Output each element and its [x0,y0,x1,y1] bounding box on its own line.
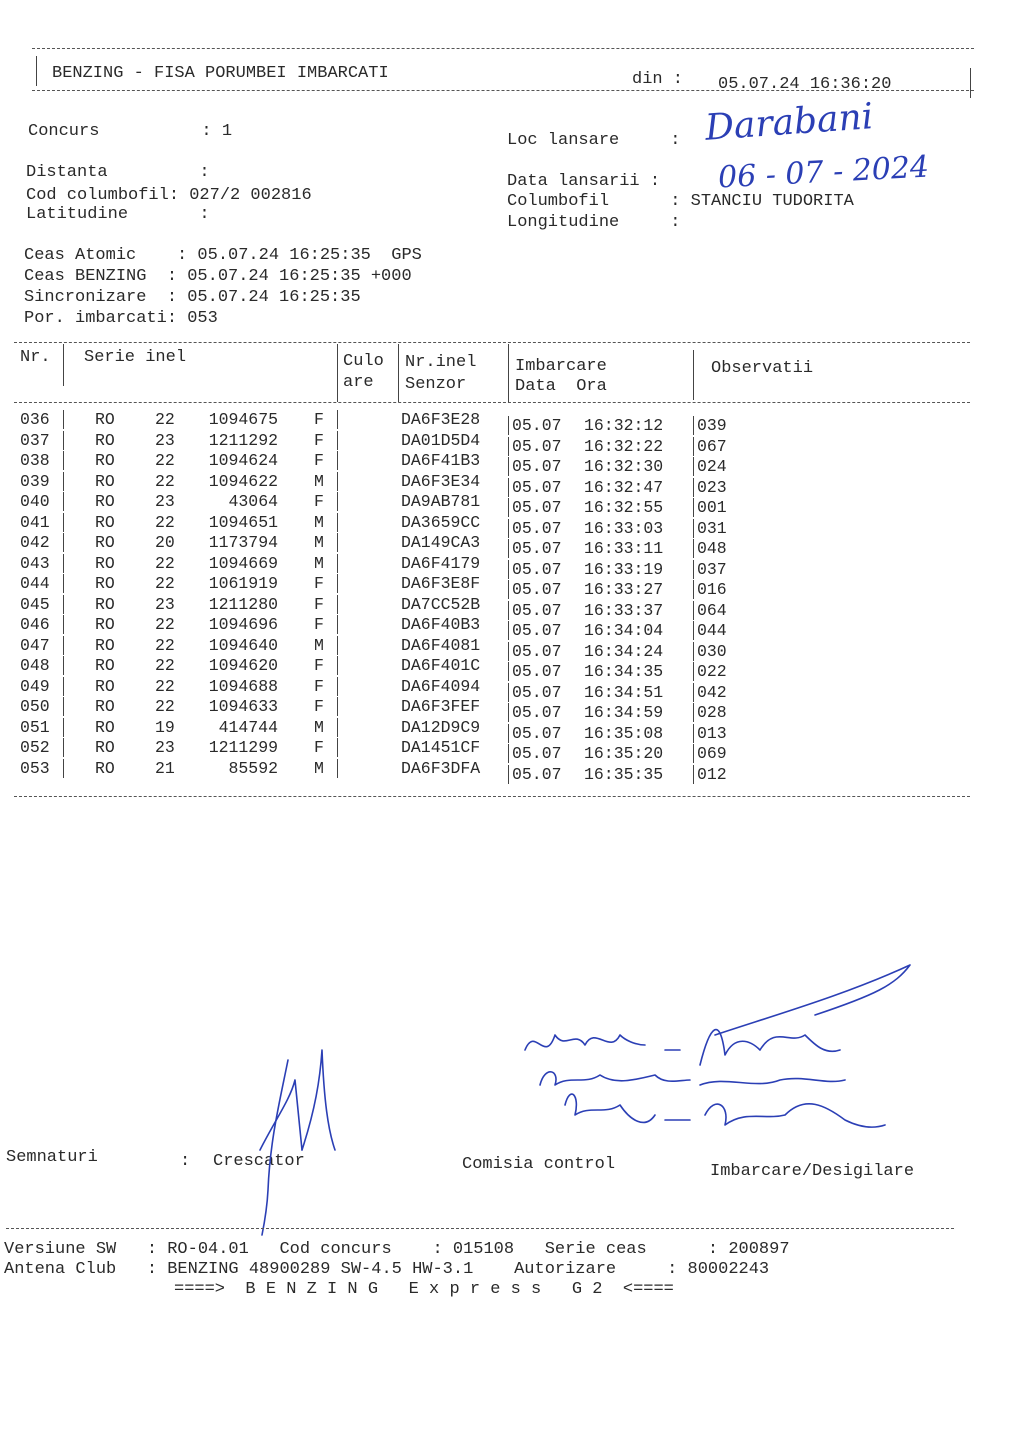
row-rule [337,451,338,470]
row-rule [508,539,509,558]
cell-data: 05.07 [512,457,562,476]
cell-inel: 1173794 [208,533,278,552]
cell-data: 05.07 [512,518,562,538]
cell-data: 05.07 [512,477,562,497]
cell-tara: RO [95,574,115,593]
cell-ora: 16:32:12 [584,416,664,435]
cell-ora: 16:34:51 [584,682,664,702]
header-data-ora: Data Ora [515,377,607,396]
cell-data: 05.07 [512,641,562,661]
cell-an: 23 [155,594,175,614]
row-rule [337,656,338,675]
col-rule-senzor [508,344,509,402]
cell-inel: 1094675 [208,410,278,429]
cell-tara: RO [95,635,115,655]
cell-observatii: 048 [697,539,727,558]
cell-sex: F [314,430,324,450]
cell-tara: RO [95,697,115,716]
row-rule [508,560,509,579]
row-rule [693,416,694,435]
cell-data: 05.07 [512,416,562,435]
cell-an: 22 [155,553,175,573]
cell-observatii: 069 [697,744,727,763]
row-rule [337,697,338,716]
row-rule [337,554,338,573]
table-top-rule [14,342,970,343]
cell-sex: M [314,553,324,573]
cell-an: 22 [155,451,175,470]
row-rule [63,595,64,614]
cell-senzor: DA6F3E8F [401,574,481,593]
row-rule [337,492,338,511]
cell-observatii: 024 [697,457,727,476]
cell-data: 05.07 [512,498,562,517]
row-rule [63,533,64,552]
row-rule [63,431,64,450]
footer-rule [6,1228,954,1229]
cell-senzor: DA01D5D4 [401,430,481,450]
row-rule [693,437,694,456]
cell-data: 05.07 [512,723,562,743]
row-rule [337,718,338,737]
table-bottom-rule [14,796,970,797]
row-rule [693,498,694,517]
row-rule [63,554,64,573]
cell-inel: 1211299 [208,738,278,757]
cell-ora: 16:32:47 [584,477,664,497]
col-rule-culoare [398,344,399,402]
col-rule-imbarcare [693,350,694,400]
cell-tara: RO [95,451,115,470]
cell-observatii: 016 [697,580,727,599]
row-rule [337,677,338,696]
header-culoare-1: Culo [343,352,384,371]
cell-tara: RO [95,471,115,491]
cell-nr: 039 [20,471,50,491]
row-rule [508,416,509,435]
cell-inel: 1094651 [208,512,278,532]
cell-sex: M [314,533,324,552]
row-rule [693,519,694,538]
footer-versiune-line: Versiune SW : RO-04.01 Cod concurs : 015108 Serie ceas : 200897 [4,1240,790,1259]
cell-nr: 050 [20,697,50,716]
row-rule [508,662,509,681]
row-rule [508,457,509,476]
cell-inel: 1094622 [208,471,278,491]
cell-inel: 414744 [218,717,278,737]
cell-senzor: DA9AB781 [401,492,481,511]
cell-sex: M [314,512,324,532]
table-header-rule [14,402,970,403]
cell-senzor: DA3659CC [401,512,481,532]
cell-tara: RO [95,430,115,450]
cell-observatii: 039 [697,416,727,435]
cell-data: 05.07 [512,436,562,456]
cell-inel: 1094640 [208,635,278,655]
cell-observatii: 042 [697,682,727,702]
cell-tara: RO [95,594,115,614]
cell-nr: 038 [20,451,50,470]
cell-nr: 046 [20,615,50,634]
cell-tara: RO [95,656,115,675]
cell-nr: 053 [20,758,50,778]
cell-nr: 043 [20,553,50,573]
cell-tara: RO [95,553,115,573]
cell-senzor: DA1451CF [401,738,481,757]
cell-sex: F [314,697,324,716]
row-rule [508,621,509,640]
cell-observatii: 044 [697,621,727,640]
cell-observatii: 013 [697,723,727,743]
cell-nr: 047 [20,635,50,655]
cell-an: 22 [155,574,175,593]
cell-an: 22 [155,512,175,532]
cell-ora: 16:34:35 [584,662,664,681]
row-rule [508,683,509,702]
cell-inel: 1094696 [208,615,278,634]
row-rule [337,533,338,552]
row-rule [693,580,694,599]
row-rule [508,437,509,456]
cell-tara: RO [95,738,115,757]
cell-data: 05.07 [512,703,562,722]
semnaturi-label: Semnaturi [6,1148,98,1167]
header-observatii: Observatii [711,359,814,378]
cell-senzor: DA12D9C9 [401,717,481,737]
footer-brand-line: ====> B E N Z I N G E x p r e s s G 2 <==== [174,1280,674,1299]
cell-data: 05.07 [512,764,562,784]
cell-inel: 1094624 [208,451,278,470]
cell-senzor: DA6F3E28 [401,410,481,429]
loc-lansare-field: Loc lansare : [507,131,681,150]
handwritten-data-lansarii: 06 - 07 - 2024 [717,149,930,196]
row-rule [693,765,694,784]
header-nr-inel: Nr.inel [405,353,477,372]
row-rule [693,539,694,558]
cell-sex: F [314,656,324,675]
cell-nr: 041 [20,512,50,532]
footer-antena-line: Antena Club : BENZING 48900289 SW-4.5 HW-3.1 Autorizare : 80002243 [4,1260,770,1279]
cell-ora: 16:34:24 [584,641,664,661]
header-right-bar [970,68,971,98]
columbofil-field: Columbofil : STANCIU TUDORITA [507,192,854,211]
row-rule [693,457,694,476]
row-rule [693,601,694,620]
cell-data: 05.07 [512,621,562,640]
handwritten-loc-lansare: Darabani [703,96,875,149]
header-left-bar [36,56,37,86]
cell-nr: 052 [20,738,50,757]
row-rule [508,744,509,763]
cell-ora: 16:33:03 [584,518,664,538]
header-senzor: Senzor [405,375,467,394]
cell-data: 05.07 [512,580,562,599]
ceas-benzing-line: Ceas BENZING : 05.07.24 16:25:35 +000 [24,267,412,286]
cell-nr: 042 [20,533,50,552]
document-title: BENZING - FISA PORUMBEI IMBARCATI [52,64,389,83]
cell-nr: 051 [20,717,50,737]
cell-sex: F [314,492,324,511]
crescator-signature [240,1040,350,1240]
cell-senzor: DA6F40B3 [401,615,481,634]
cell-an: 22 [155,615,175,634]
cell-sex: M [314,471,324,491]
print-datetime: 05.07.24 16:36:20 [718,75,892,94]
cell-tara: RO [95,676,115,696]
cell-nr: 037 [20,430,50,450]
cell-data: 05.07 [512,539,562,558]
cell-ora: 16:32:22 [584,436,664,456]
cell-observatii: 012 [697,764,727,784]
cell-ora: 16:33:27 [584,580,664,599]
cell-an: 20 [155,533,175,552]
row-rule [337,738,338,757]
cell-ora: 16:32:30 [584,457,664,476]
ceas-atomic-line: Ceas Atomic : 05.07.24 16:25:35 GPS [24,246,422,265]
cell-senzor: DA149CA3 [401,533,481,552]
cell-senzor: DA7CC52B [401,594,481,614]
cell-observatii: 001 [697,498,727,517]
cell-inel: 43064 [228,492,278,511]
cell-an: 22 [155,410,175,429]
row-rule [508,765,509,784]
imbarcare-desigilare-label: Imbarcare/Desigilare [710,1162,915,1181]
cell-tara: RO [95,410,115,429]
row-rule [337,574,338,593]
data-lansarii-field: Data lansarii : [507,172,661,191]
row-rule [693,744,694,763]
cell-senzor: DA6F3E34 [401,471,481,491]
row-rule [508,703,509,722]
cell-an: 22 [155,471,175,491]
cell-senzor: DA6F4081 [401,635,481,655]
cell-an: 22 [155,635,175,655]
concurs-field: Concurs : 1 [28,122,233,141]
row-rule [337,472,338,491]
row-rule [693,703,694,722]
crescator-label: Crescator [213,1152,305,1171]
cell-ora: 16:33:19 [584,559,664,579]
cell-nr: 044 [20,574,50,593]
cell-nr: 040 [20,492,50,511]
cell-tara: RO [95,615,115,634]
cell-sex: F [314,574,324,593]
cell-sex: M [314,717,324,737]
distanta-field: Distanta : [26,163,210,182]
cell-nr: 049 [20,676,50,696]
cell-ora: 16:33:37 [584,600,664,620]
cell-an: 19 [155,717,175,737]
cell-inel: 1061919 [208,574,278,593]
cell-observatii: 031 [697,518,727,538]
cell-observatii: 037 [697,559,727,579]
cell-an: 21 [155,758,175,778]
cell-ora: 16:34:59 [584,703,664,722]
cell-tara: RO [95,533,115,552]
row-rule [508,478,509,497]
cell-senzor: DA6F401C [401,656,481,675]
row-rule [63,615,64,634]
cell-an: 22 [155,656,175,675]
row-rule [337,759,338,778]
longitudine-field: Longitudine : [507,213,681,232]
latitudine-field: Latitudine : [26,205,210,224]
cell-observatii: 022 [697,662,727,681]
cell-sex: F [314,594,324,614]
row-rule [693,724,694,743]
row-rule [63,513,64,532]
row-rule [693,478,694,497]
cell-ora: 16:34:04 [584,621,664,640]
cell-observatii: 030 [697,641,727,661]
cell-sex: F [314,410,324,429]
col-rule-nr [63,344,64,386]
col-rule-serie [337,344,338,402]
din-label: din : [632,70,684,89]
porumbei-imbarcati-line: Por. imbarcati: 053 [24,309,218,328]
cell-nr: 036 [20,410,50,429]
cell-sex: F [314,615,324,634]
cell-inel: 1211280 [208,594,278,614]
row-rule [63,410,64,429]
cod-columbofil-field: Cod columbofil: 027/2 002816 [26,186,312,205]
row-rule [508,601,509,620]
header-top-rule [32,48,974,49]
cell-sex: M [314,758,324,778]
cell-ora: 16:33:11 [584,539,664,558]
cell-inel: 85592 [228,758,278,778]
cell-inel: 1094669 [208,553,278,573]
comisia-control-label: Comisia control [462,1155,616,1174]
cell-senzor: DA6F3DFA [401,758,481,778]
row-rule [693,560,694,579]
cell-senzor: DA6F3FEF [401,697,481,716]
row-rule [337,636,338,655]
row-rule [63,636,64,655]
header-culoare-2: are [343,373,374,392]
row-rule [337,410,338,429]
row-rule [693,642,694,661]
row-rule [337,615,338,634]
cell-observatii: 064 [697,600,727,620]
row-rule [508,498,509,517]
row-rule [63,738,64,757]
cell-inel: 1094633 [208,697,278,716]
cell-tara: RO [95,492,115,511]
cell-data: 05.07 [512,682,562,702]
cell-an: 23 [155,430,175,450]
row-rule [63,759,64,778]
cell-tara: RO [95,717,115,737]
cell-sex: F [314,451,324,470]
cell-sex: M [314,635,324,655]
cell-tara: RO [95,758,115,778]
cell-senzor: DA6F41B3 [401,451,481,470]
row-rule [63,574,64,593]
row-rule [337,431,338,450]
cell-data: 05.07 [512,744,562,763]
cell-inel: 1094620 [208,656,278,675]
header-nr: Nr. [20,348,51,367]
row-rule [693,621,694,640]
cell-data: 05.07 [512,662,562,681]
cell-an: 22 [155,676,175,696]
comisia-signatures [515,955,935,1155]
header-serie-inel: Serie inel [84,348,187,367]
cell-nr: 045 [20,594,50,614]
row-rule [693,662,694,681]
cell-data: 05.07 [512,559,562,579]
cell-ora: 16:35:35 [584,764,664,784]
row-rule [63,697,64,716]
header-bottom-rule [32,90,974,91]
cell-an: 23 [155,492,175,511]
cell-ora: 16:35:08 [584,723,664,743]
row-rule [337,513,338,532]
cell-inel: 1211292 [208,430,278,450]
row-rule [63,492,64,511]
row-rule [63,677,64,696]
cell-nr: 048 [20,656,50,675]
cell-observatii: 067 [697,436,727,456]
row-rule [508,519,509,538]
row-rule [337,595,338,614]
cell-inel: 1094688 [208,676,278,696]
sincronizare-line: Sincronizare : 05.07.24 16:25:35 [24,288,361,307]
cell-ora: 16:35:20 [584,744,664,763]
cell-data: 05.07 [512,600,562,620]
cell-observatii: 023 [697,477,727,497]
row-rule [63,656,64,675]
cell-observatii: 028 [697,703,727,722]
cell-ora: 16:32:55 [584,498,664,517]
cell-senzor: DA6F4179 [401,553,481,573]
header-imbarcare: Imbarcare [515,357,607,376]
row-rule [508,724,509,743]
cell-sex: F [314,738,324,757]
row-rule [63,718,64,737]
cell-sex: F [314,676,324,696]
cell-tara: RO [95,512,115,532]
row-rule [508,642,509,661]
cell-senzor: DA6F4094 [401,676,481,696]
row-rule [63,451,64,470]
cell-an: 22 [155,697,175,716]
row-rule [508,580,509,599]
row-rule [63,472,64,491]
row-rule [693,683,694,702]
semnaturi-colon: : [180,1152,191,1171]
cell-an: 23 [155,738,175,757]
